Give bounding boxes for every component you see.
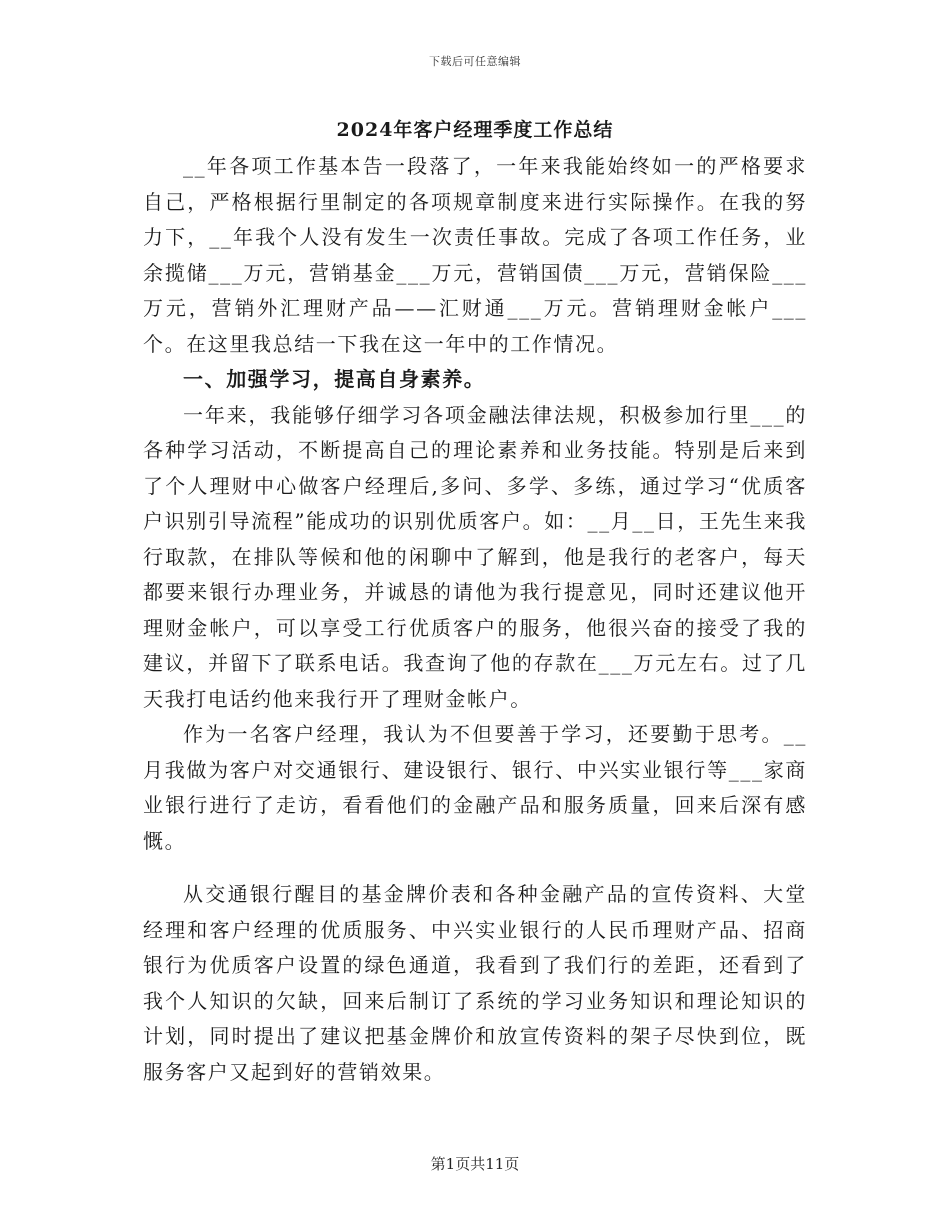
paragraph-study: 一年来，我能够仔细学习各项金融法律法规，积极参加行里___的各种学习活动，不断提高自己的理论素养和业务技能。特别是后来到了个人理财中心做客户经理后,多问、多学、多练，通过学习“优质客户识别引导流程”能成功的识别优质客户。如：__月__日，王先生来我行取款，在排队等候和他的闲聊中了解到，他是我行的老客户，每天都要来银行办理业务，并诚恳的请他为我行提意见，同时还建议他开理财金帐户，可以享受工行优质客户的服务，他很兴奋的接受了我的建议，并留下了联系电话。我查询了他的存款在___万元左右。过了几天我打电话约他来我行开了理财金帐户。 — [143, 402, 807, 711]
section-heading-1: 一、加强学习，提高自身素养。 — [183, 367, 486, 391]
page-footer: 第1页共11页 — [430, 1155, 520, 1173]
paragraph-thinking: 作为一名客户经理，我认为不但要善于学习，还要勤于思考。__月我做为客户对交通银行、建设银行、银行、中兴实业银行等___家商业银行进行了走访，看看他们的金融产品和服务质量，回来后深有感慨。 — [143, 722, 807, 853]
header-note: 下载后可任意编辑 — [429, 55, 521, 68]
paragraph-comparison: 从交通银行醒目的基金牌价表和各种金融产品的宣传资料、大堂经理和客户经理的优质服务、中兴实业银行的人民币理财产品、招商银行为优质客户设置的绿色通道，我看到了我们行的差距，还看到了我个人知识的欠缺，回来后制订了系统的学习业务知识和理论知识的计划，同时提出了建议把基金牌价和放宣传资料的架子尽快到位，既服务客户又起到好的营销效果。 — [143, 882, 807, 1084]
document-body — [143, 149, 807, 1090]
paragraph-intro: __年各项工作基本告一段落了，一年来我能始终如一的严格要求自己，严格根据行里制定的各项规章制度来进行实际操作。在我的努力下，__年我个人没有发生一次责任事故。完成了各项工作任务，业余揽储___万元，营销基金___万元，营销国债___万元，营销保险___万元，营销外汇理财产品——汇财通___万元。营销理财金帐户___个。在这里我总结一下我在这一年中的工作情况。 — [143, 154, 807, 356]
document-title: 2024年客户经理季度工作总结 — [336, 119, 614, 141]
